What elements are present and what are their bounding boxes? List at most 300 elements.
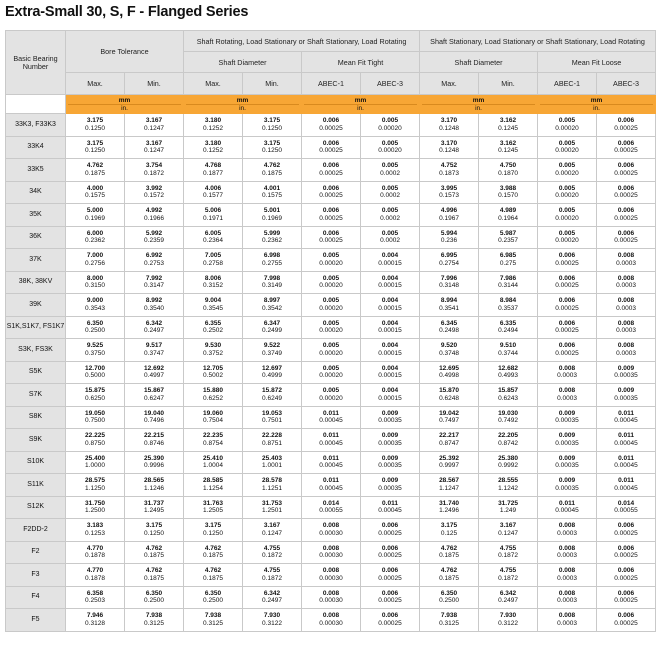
inch-value: 0.00025 (614, 214, 638, 222)
bore-tolerance-header: Bore Tolerance (66, 31, 184, 73)
inch-value: 0.2500 (439, 597, 459, 605)
inch-value: 0.0003 (616, 349, 636, 357)
inch-value: 0.00045 (614, 462, 638, 470)
value-cell (66, 586, 125, 609)
mm-value: 25.392 (439, 454, 459, 462)
inch-value: 0.1872 (262, 574, 282, 582)
mm-value: 12.697 (262, 364, 282, 372)
value-cell (597, 136, 656, 159)
inch-value: 0.00045 (319, 439, 343, 447)
shaft-diameter-header-a: Shaft Diameter (184, 52, 302, 73)
inch-value: 0.1575 (85, 192, 105, 200)
value-cell (479, 339, 538, 362)
inch-value: 0.00035 (378, 462, 402, 470)
mm-value: 4.755 (499, 567, 517, 575)
mm-value: 0.006 (322, 117, 340, 125)
unit-label-bore: mm in. (66, 95, 184, 114)
value-cell (420, 204, 479, 227)
value-cell (66, 384, 125, 407)
value-cell (125, 541, 184, 564)
inch-value: 0.00020 (319, 327, 343, 335)
inch-value: 0.6250 (85, 394, 105, 402)
inch-value: 0.00025 (378, 552, 402, 560)
value-cell (597, 316, 656, 339)
mm-value: 0.005 (558, 162, 576, 170)
mm-value: 5.000 (86, 207, 104, 215)
inch-value: 0.00045 (319, 417, 343, 425)
inch-value: 0.00025 (319, 237, 343, 245)
value-cell (361, 519, 420, 542)
inch-value: 1.1251 (262, 484, 282, 492)
value-cell (243, 316, 302, 339)
value-cell (597, 114, 656, 137)
inch-value: 0.0003 (557, 529, 577, 537)
table-body (6, 114, 656, 632)
table-row (6, 114, 656, 137)
value-cell (538, 474, 597, 497)
inch-value: 0.3748 (439, 349, 459, 357)
value-cell (66, 249, 125, 272)
mm-value: 4.750 (499, 162, 517, 170)
tolerance-table (5, 30, 656, 632)
inch-value: 0.00020 (319, 259, 343, 267)
inch-value: 0.1969 (85, 214, 105, 222)
value-cell (125, 496, 184, 519)
mm-value: 6.005 (204, 229, 222, 237)
mm-value: 22.215 (144, 432, 164, 440)
mm-value: 0.014 (617, 499, 635, 507)
mm-value: 0.006 (381, 612, 399, 620)
value-cell (66, 609, 125, 632)
mm-value: 4.000 (86, 184, 104, 192)
value-cell (302, 249, 361, 272)
bearing-number-cell: 34K (6, 181, 66, 204)
value-cell (479, 249, 538, 272)
inch-value: 0.2497 (262, 597, 282, 605)
value-cell (361, 294, 420, 317)
inch-value: 0.3144 (498, 282, 518, 290)
inch-value: 0.1878 (85, 574, 105, 582)
value-cell (479, 271, 538, 294)
value-cell (302, 361, 361, 384)
value-cell (125, 451, 184, 474)
mm-value: 0.008 (617, 252, 635, 260)
mm-value: 0.006 (322, 229, 340, 237)
inch-value: 0.0003 (557, 552, 577, 560)
bearing-number-cell: F4 (6, 586, 66, 609)
mm-value: 6.335 (499, 319, 517, 327)
mm-value: 3.162 (499, 117, 517, 125)
mm-value: 15.870 (439, 387, 459, 395)
value-cell (125, 136, 184, 159)
value-cell (125, 181, 184, 204)
value-cell (243, 271, 302, 294)
inch-value: 1.2501 (262, 507, 282, 515)
value-cell (538, 226, 597, 249)
mm-value: 31.753 (262, 499, 282, 507)
inch-value: 1.1254 (203, 484, 223, 492)
inch-value: 1.249 (499, 507, 517, 515)
inch-value: 0.00045 (555, 507, 579, 515)
bearing-number-cell: 36K (6, 226, 66, 249)
inch-value: 0.6248 (439, 394, 459, 402)
loose-abec1-header: ABEC-1 (538, 73, 597, 95)
value-cell (184, 204, 243, 227)
value-cell (361, 451, 420, 474)
mm-value: 3.175 (86, 139, 104, 147)
value-cell (420, 384, 479, 407)
value-cell (243, 136, 302, 159)
value-cell (597, 226, 656, 249)
table-row (6, 451, 656, 474)
bearing-number-cell: 33K4 (6, 136, 66, 159)
value-cell (538, 361, 597, 384)
inch-value: 0.00025 (614, 147, 638, 155)
value-cell (243, 204, 302, 227)
mm-value: 0.008 (558, 567, 576, 575)
inch-value: 0.2357 (498, 237, 518, 245)
value-cell (66, 474, 125, 497)
value-cell (479, 159, 538, 182)
table-row (6, 429, 656, 452)
mm-value: 6.355 (204, 319, 222, 327)
value-cell (597, 159, 656, 182)
mm-value: 3.995 (440, 184, 458, 192)
mm-value: 22.217 (439, 432, 459, 440)
inch-value: 0.00025 (614, 237, 638, 245)
value-cell (479, 204, 538, 227)
value-cell (361, 564, 420, 587)
mm-value: 0.006 (558, 342, 576, 350)
inch-value: 0.3149 (262, 282, 282, 290)
inch-value: 0.5000 (85, 372, 105, 380)
value-cell (479, 114, 538, 137)
inch-value: 0.00025 (319, 214, 343, 222)
value-cell (302, 204, 361, 227)
bearing-number-cell: 33K3, F33K3 (6, 114, 66, 137)
inch-value: 0.3152 (203, 282, 223, 290)
value-cell (479, 474, 538, 497)
mm-value: 6.350 (145, 589, 163, 597)
inch-value: 0.3122 (262, 619, 282, 627)
mm-value: 6.342 (499, 589, 517, 597)
mm-value: 3.170 (440, 139, 458, 147)
inch-value: 0.1247 (144, 147, 164, 155)
value-cell (420, 564, 479, 587)
mm-value: 8.992 (145, 297, 163, 305)
mm-value: 0.004 (381, 274, 399, 282)
value-cell (125, 609, 184, 632)
inch-value: 0.00020 (555, 169, 579, 177)
value-cell (302, 339, 361, 362)
value-cell (479, 136, 538, 159)
inch-value: 0.00025 (378, 529, 402, 537)
inch-value: 0.1875 (439, 574, 459, 582)
inch-value: 0.2362 (262, 237, 282, 245)
inch-value: 0.0002 (380, 169, 400, 177)
mm-value: 3.175 (263, 139, 281, 147)
table-row (6, 519, 656, 542)
inch-value: 0.00015 (378, 394, 402, 402)
value-cell (597, 474, 656, 497)
inch-value: 0.00025 (614, 124, 638, 132)
inch-value: 1.2496 (439, 507, 459, 515)
inch-value: 0.00025 (378, 619, 402, 627)
table-row (6, 136, 656, 159)
mm-value: 4.770 (86, 567, 104, 575)
inch-value: 0.3541 (439, 304, 459, 312)
inch-value: 0.1247 (144, 124, 164, 132)
table-row (6, 271, 656, 294)
bore-max-header: Max. (66, 73, 125, 95)
inch-value: 0.1870 (498, 169, 518, 177)
value-cell (597, 406, 656, 429)
inch-value: 0.2359 (144, 237, 164, 245)
value-cell (184, 136, 243, 159)
inch-value: 0.0003 (557, 597, 577, 605)
mm-value: 0.008 (558, 387, 576, 395)
mm-value: 0.005 (558, 117, 576, 125)
inch-value: 0.00030 (319, 574, 343, 582)
mm-value: 0.008 (558, 589, 576, 597)
value-cell (597, 271, 656, 294)
value-cell (361, 204, 420, 227)
mm-value: 7.000 (86, 252, 104, 260)
mm-value: 12.700 (85, 364, 105, 372)
mm-value: 0.005 (381, 162, 399, 170)
value-cell (243, 339, 302, 362)
value-cell (479, 406, 538, 429)
unit-label-shaft-b: mm in. (420, 95, 538, 114)
value-cell (597, 609, 656, 632)
inch-value: 0.6252 (203, 394, 223, 402)
table-row (6, 406, 656, 429)
inch-value: 0.1873 (439, 169, 459, 177)
inch-value: 0.1875 (203, 552, 223, 560)
mm-value: 0.008 (617, 342, 635, 350)
inch-value: 0.00035 (555, 484, 579, 492)
mm-value: 15.880 (203, 387, 223, 395)
value-cell (184, 406, 243, 429)
table-row (6, 361, 656, 384)
inch-value: 0.2500 (85, 327, 105, 335)
table-row (6, 586, 656, 609)
mm-value: 0.011 (618, 432, 634, 440)
mm-value: 31.750 (85, 499, 105, 507)
value-cell (66, 181, 125, 204)
mm-value: 19.050 (85, 409, 105, 417)
bearing-number-cell: S5K (6, 361, 66, 384)
mm-value: 4.006 (204, 184, 222, 192)
mm-value: 0.008 (558, 612, 576, 620)
value-cell (538, 496, 597, 519)
value-cell (66, 204, 125, 227)
inch-value: 0.9996 (144, 462, 164, 470)
inch-value: 0.1247 (262, 529, 282, 537)
value-cell (597, 249, 656, 272)
value-cell (302, 474, 361, 497)
inch-value: 0.00015 (378, 304, 402, 312)
inch-value: 0.1971 (203, 214, 223, 222)
mm-value: 0.004 (381, 252, 399, 260)
tolerance-table-container (5, 30, 655, 632)
inch-value: 0.2362 (85, 237, 105, 245)
mm-value: 0.006 (322, 207, 340, 215)
value-cell (302, 429, 361, 452)
mm-value: 0.011 (559, 499, 575, 507)
inch-value: 0.4997 (144, 372, 164, 380)
value-cell (184, 361, 243, 384)
mm-value: 0.006 (381, 589, 399, 597)
inch-value: 0.00035 (378, 484, 402, 492)
value-cell (184, 339, 243, 362)
mm-value: 0.004 (381, 297, 399, 305)
mm-value: 12.682 (498, 364, 518, 372)
inch-value: 0.1250 (85, 147, 105, 155)
value-cell (302, 294, 361, 317)
inch-value: 0.4999 (262, 372, 282, 380)
mm-value: 15.857 (498, 387, 518, 395)
mm-value: 6.350 (86, 319, 104, 327)
table-header (6, 31, 656, 114)
value-cell (420, 294, 479, 317)
mm-value: 0.005 (558, 184, 576, 192)
mm-value: 8.997 (263, 297, 281, 305)
table-row (6, 541, 656, 564)
value-cell (125, 361, 184, 384)
mm-value: 6.350 (204, 589, 222, 597)
value-cell (361, 496, 420, 519)
value-cell (420, 226, 479, 249)
value-cell (302, 496, 361, 519)
value-cell (184, 181, 243, 204)
mm-value: 28.585 (203, 477, 223, 485)
value-cell (597, 451, 656, 474)
inch-value: 0.8747 (439, 439, 459, 447)
mm-value: 4.752 (440, 162, 458, 170)
mm-value: 0.006 (617, 567, 635, 575)
inch-value: 0.1872 (262, 552, 282, 560)
inch-value: 0.2502 (203, 327, 223, 335)
value-cell (125, 429, 184, 452)
value-cell (184, 586, 243, 609)
value-cell (479, 564, 538, 587)
inch-value: 0.00015 (378, 259, 402, 267)
inch-value: 0.1964 (498, 214, 518, 222)
inch-value: 0.1878 (85, 552, 105, 560)
shaft-a-min-header: Min. (243, 73, 302, 95)
mm-value: 0.008 (558, 364, 576, 372)
value-cell (597, 496, 656, 519)
inch-value: 0.00035 (378, 439, 402, 447)
inch-value: 0.00025 (319, 169, 343, 177)
inch-value: 0.0003 (557, 372, 577, 380)
inch-value: 0.7497 (439, 417, 459, 425)
value-cell (420, 406, 479, 429)
value-cell (184, 451, 243, 474)
inch-value: 0.9992 (498, 462, 518, 470)
mm-value: 19.042 (439, 409, 459, 417)
mean-fit-tight-header: Mean Fit Tight (302, 52, 420, 73)
inch-value: 0.7500 (85, 417, 105, 425)
mm-value: 6.985 (499, 252, 517, 260)
value-cell (125, 294, 184, 317)
group-a-header: Shaft Rotating, Load Stationary or Shaft Stationary, Load Rotating (184, 31, 420, 52)
value-cell (597, 181, 656, 204)
mm-value: 0.006 (617, 139, 635, 147)
mm-value: 0.009 (558, 454, 576, 462)
value-cell (66, 496, 125, 519)
mm-value: 0.006 (322, 184, 340, 192)
mm-value: 0.005 (381, 117, 399, 125)
inch-value: 0.1875 (85, 169, 105, 177)
mm-value: 25.390 (144, 454, 164, 462)
mm-value: 9.510 (499, 342, 517, 350)
value-cell (479, 609, 538, 632)
inch-value: 0.00025 (319, 147, 343, 155)
inch-value: 0.00025 (614, 192, 638, 200)
value-cell (125, 474, 184, 497)
value-cell (479, 361, 538, 384)
basic-bearing-number-header: Basic Bearing Number (6, 31, 66, 95)
bearing-number-cell: S3K, FS3K (6, 339, 66, 362)
unit-label-loose: mm in. (538, 95, 656, 114)
inch-value: 0.236 (440, 237, 458, 245)
mm-value: 12.705 (203, 364, 223, 372)
value-cell (125, 271, 184, 294)
mm-value: 0.005 (558, 207, 576, 215)
inch-value: 0.00015 (378, 327, 402, 335)
mm-value: 0.006 (381, 544, 399, 552)
table-row (6, 609, 656, 632)
value-cell (538, 519, 597, 542)
value-cell (184, 249, 243, 272)
inch-value: 1.1242 (498, 484, 518, 492)
mm-value: 3.992 (145, 184, 163, 192)
mm-value: 4.768 (204, 162, 222, 170)
value-cell (66, 271, 125, 294)
value-cell (184, 384, 243, 407)
inch-value: 0.7496 (144, 417, 164, 425)
mm-value: 0.009 (558, 432, 576, 440)
inch-value: 0.7504 (203, 417, 223, 425)
value-cell (479, 429, 538, 452)
mm-value: 3.175 (440, 522, 458, 530)
value-cell (361, 541, 420, 564)
value-cell (243, 226, 302, 249)
table-row (6, 249, 656, 272)
mm-value: 0.008 (558, 544, 576, 552)
mm-value: 0.011 (618, 477, 634, 485)
inch-value: 0.00025 (614, 552, 638, 560)
inch-value: 0.1570 (498, 192, 518, 200)
mm-value: 5.992 (145, 229, 163, 237)
mm-value: 31.725 (498, 499, 518, 507)
mm-value: 7.938 (145, 612, 163, 620)
inch-value: 0.00025 (614, 529, 638, 537)
value-cell (361, 474, 420, 497)
value-cell (243, 586, 302, 609)
mm-value: 9.004 (204, 297, 222, 305)
table-row (6, 159, 656, 182)
value-cell (538, 159, 597, 182)
mm-value: 0.006 (322, 162, 340, 170)
mm-value: 0.009 (617, 387, 635, 395)
value-cell (243, 114, 302, 137)
mm-value: 6.342 (145, 319, 163, 327)
mm-value: 0.008 (617, 297, 635, 305)
inch-value: 0.3545 (203, 304, 223, 312)
